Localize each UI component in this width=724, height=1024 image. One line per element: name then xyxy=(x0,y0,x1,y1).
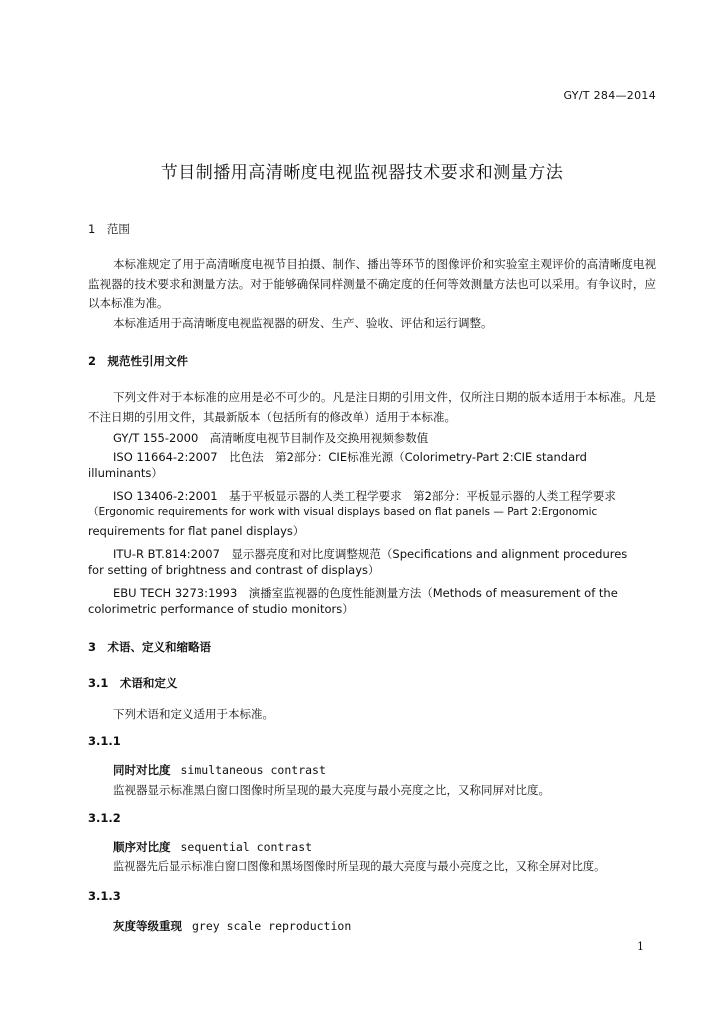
term-1-en: simultaneous contrast xyxy=(180,763,326,777)
term-1-number: 3.1.1 xyxy=(88,734,121,748)
term-1-cn: 同时对比度 xyxy=(113,763,171,777)
term-3-title xyxy=(113,918,351,934)
term-3-en: grey scale reproduction xyxy=(192,919,352,933)
reference-itur-bt814-line1: ITU-R BT.814:2007 显示器亮度和对比度调整规范（Specifications and alignment procedures xyxy=(113,547,628,561)
section-2-paragraph-1: 下列文件对于本标准的应用是必不可少的。凡是注日期的引用文件，仅所注日期的版本适用于本标准。凡是不注日期的引用文件，其最新版本（包括所有的修改单）适用于本标准。 xyxy=(88,390,656,424)
reference-ebu3273-line1: EBU TECH 3273:1993 演播室监视器的色度性能测量方法（Methods of measurement of the xyxy=(113,586,618,600)
term-2-cn: 顺序对比度 xyxy=(113,840,171,854)
section-1-paragraph-2: 本标准适用于高清晰度电视监视器的研发、生产、验收、评估和运行调整。 xyxy=(113,316,493,330)
reference-iso13406-line1: ISO 13406-2:2001 基于平板显示器的人类工程学要求 第2部分：平板显示器的人类工程学要求 xyxy=(113,489,616,503)
section-3-heading: 3 术语、定义和缩略语 xyxy=(88,640,212,654)
term-1-title xyxy=(113,762,326,778)
reference-iso11664-line1: ISO 11664-2:2007 比色法 第2部分：CIE标准光源（Colorimetry-Part 2:CIE standard xyxy=(113,450,587,464)
reference-iso13406-line3: requirements for flat panel displays） xyxy=(88,524,305,538)
section-3-1-heading: 3.1 术语和定义 xyxy=(88,676,178,690)
reference-ebu3273-line2: colorimetric performance of studio monitors） xyxy=(88,602,354,616)
section-2-heading: 2 规范性引用文件 xyxy=(88,354,189,368)
reference-itur-bt814-line2: for setting of brightness and contrast of displays） xyxy=(88,563,380,577)
term-3-cn: 灰度等级重现 xyxy=(113,919,182,933)
term-2-title xyxy=(113,839,312,855)
term-1-definition: 监视器显示标准黑白窗口图像时所呈现的最大亮度与最小亮度之比，又称同屏对比度。 xyxy=(113,783,550,797)
term-2-en: sequential contrast xyxy=(180,840,313,854)
term-2-definition: 监视器先后显示标准白窗口图像和黑场图像时所呈现的最大亮度与最小亮度之比，又称全屏对比度。 xyxy=(113,860,606,873)
reference-iso13406-line2: （Ergonomic requirements for work with visual displays based on flat panels — Part 2:Ergonomic xyxy=(88,506,598,518)
term-3-number: 3.1.3 xyxy=(88,889,121,903)
standard-code: GY/T 284—2014 xyxy=(563,89,656,102)
section-3-1-paragraph: 下列术语和定义适用于本标准。 xyxy=(113,707,274,721)
reference-iso11664-line2: illuminants） xyxy=(88,466,163,480)
section-1-paragraph-1: 本标准规定了用于高清晰度电视节目拍摄、制作、播出等环节的图像评价和实验室主观评价的高清晰度电视监视器的技术要求和测量方法。对于能够确保同样测量不确定度的任何等效测量方法也可以采用。有争议时，应以本标准为准。 xyxy=(88,257,656,310)
page-number: 1 xyxy=(637,940,644,953)
reference-gyt155: GY/T 155-2000 高清晰度电视节目制作及交换用视频参数值 xyxy=(113,431,429,445)
term-2-number: 3.1.2 xyxy=(88,811,121,825)
section-1-heading: 1 范围 xyxy=(88,222,130,236)
document-title: 节目制播用高清晰度电视监视器技术要求和测量方法 xyxy=(160,163,564,183)
